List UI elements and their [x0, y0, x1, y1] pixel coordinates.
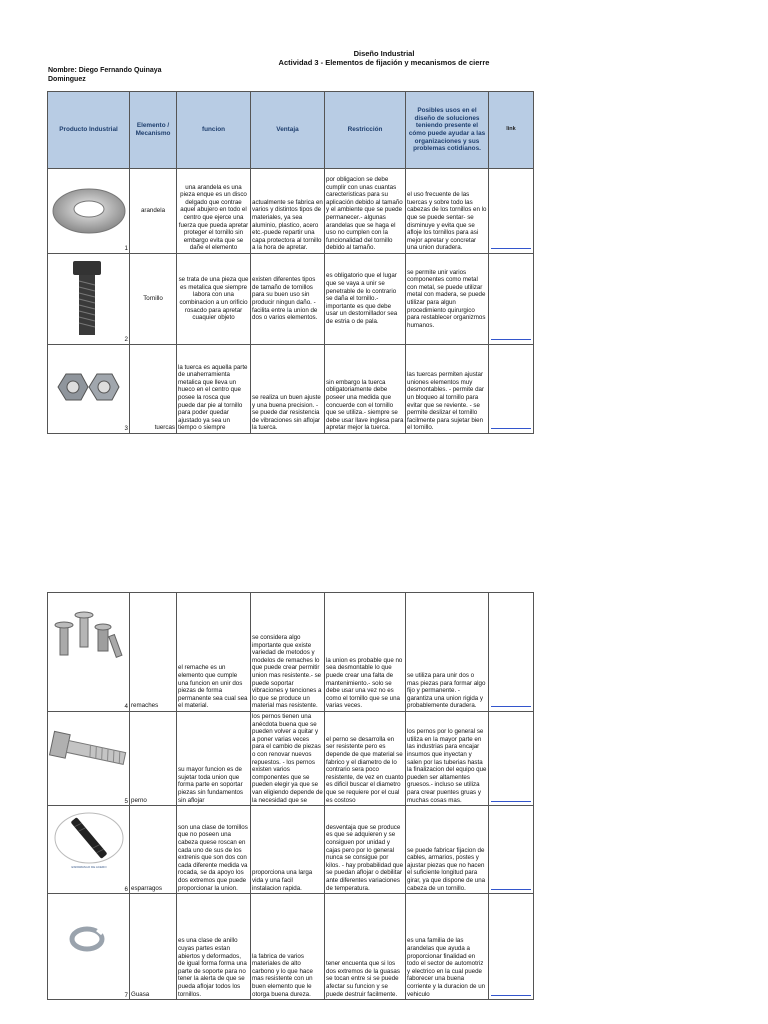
product-cell	[48, 712, 130, 806]
element-name: remaches	[130, 593, 177, 712]
link-underline[interactable]	[491, 704, 531, 707]
col-funcion: funcion	[177, 92, 251, 169]
ventaja-text: la fabrica de varios materiales de alto carbono y lo que hace mas resistente con un buen elemento que le otorga buena dureza.	[251, 894, 325, 1000]
product-cell	[48, 593, 130, 712]
usos-text: se permite unir varios componentes como metal con metal, se puede utilizar metal con madera, se puede utilizar para algun procedimiento quirurgico para restablecer organizmos humanos.	[406, 254, 489, 345]
col-usos: Posibles usos en el diseño de soluciones teniendo presente el cómo puede ayudar a las organizaciones y sus problemas cotidianos.	[406, 92, 489, 169]
usos-text: se puede fabricar fijacion de cables, armarios, postes y ajustar piezas que no hacen el suficiente longitud para girar, ya que dispone de una cabeza de un tornillo.	[406, 806, 489, 894]
bolt-icon	[49, 727, 129, 777]
stud-caption: ESPARRAGO DE ACERO	[71, 865, 107, 870]
table-row	[48, 894, 534, 1000]
col-elemento: Elemento / Mecanismo	[130, 92, 177, 169]
link-cell[interactable]	[489, 806, 534, 894]
row-index: 6	[124, 885, 128, 893]
row-index: 1	[124, 245, 128, 253]
nut-icon	[53, 367, 123, 407]
restriccion-text: desventaja que se produce es que se adquieren y se consiguen por unidad y cajas pero por lo general nunca se consigue por kilos. - hay probabilidad que se puedan aflojar o debilitar ante diferentes variaciones de temperatura.	[325, 806, 406, 894]
row-index: 4	[124, 703, 128, 711]
link-cell[interactable]	[489, 254, 534, 345]
product-cell	[48, 169, 130, 254]
link-cell[interactable]	[489, 894, 534, 1000]
usos-text: el uso frecuente de las tuercas y sobre todo las cabezas de los tornillos en lo que se puede sentar- se disminuye y evita que se afloje los tornillos para asi mejor apretar y concretar una union duradera.	[406, 169, 489, 254]
washer-icon	[49, 179, 129, 239]
link-underline[interactable]	[491, 337, 531, 340]
product-cell	[48, 254, 130, 345]
course-title: Diseño Industrial	[353, 49, 415, 58]
restriccion-text: por obligacion se debe cumplir con unas cuantas carecteristicas para su aplicación debido al tamaño y el ambiente que se puede permanecer.- algunas arandelas que se haga el uso no cumplen con la funcionalidad del tornillo debido al tamaño.	[325, 169, 406, 254]
link-underline[interactable]	[491, 246, 531, 249]
restriccion-text: el perno se desarrolla en ser resistente pero es depende de que material se fabrico y el diametro de lo contrario sera poco resistente, de vez en cuanto es dificil buscar el diametro que se requiere por el cual es costoso	[325, 712, 406, 806]
ventaja-text: actualmente se fabrica en varios y distintos tipos de materiales, ya sea aluminio, plastico, acero etc.-puede repartir una capa protectora al tornillo a la hora de apretar.	[251, 169, 325, 254]
usos-text: los pernos por lo general se utiliza en la mayor parte en las industrias para encajar insumos que inyectan y salen por las tuberias hasta la finalizacion del equipo que pueden ser altamentes gruesos.- incluso se utiliza para crear puentes gruas y muchas cosas mas.	[406, 712, 489, 806]
table-row	[48, 345, 534, 434]
element-name: Tornillo	[130, 254, 177, 345]
ventaja-text: existen diferentes tipos de tamaño de tornillos para su buen uso sin producir ningun daño. - facilita entre la union de dos o varios elementos.	[251, 254, 325, 345]
element-name: esparragos	[130, 806, 177, 894]
row-index: 3	[124, 425, 128, 433]
table-row	[48, 593, 534, 712]
link-cell[interactable]	[489, 345, 534, 434]
product-cell	[48, 894, 130, 1000]
usos-text: se utiliza para unir dos o mas piezas para formar algo fijo y permanente. - garantiza una union rigida y probablemente duradera.	[406, 593, 489, 712]
ventaja-text: se realiza un buen ajuste y una buena precision. - se puede dar resistencia de vibraciones sin aflojar la tuerca.	[251, 345, 325, 434]
funcion-text: la tuerca es aquella parte de unaherramienta metalica que lleva un hueco en el centro que posee la rosca que puede dar pie al tornillo para poder quedar ajustado ya sea un tiempo o siempre	[177, 345, 251, 434]
restriccion-text: es obligatorio que el lugar que se vaya a unir se penetrable de lo contrario se daña el tornillo.- importante es que debe usar un destornillador sea de estria o de pala.	[325, 254, 406, 345]
funcion-text: son una clase de tornillos que no poseen una cabeza quese roscan en cada uno de sus de los extrenis que son dos con cada diferente medida va rocada, se da apoyo los dos extremos que puede proporcionar la union.	[177, 806, 251, 894]
stud-icon	[51, 810, 127, 868]
restriccion-text: tener encuenta que si los dos extremos de la guasas se tocan entre si se puede afectar su funcion y se puede destruir facilmente.	[325, 894, 406, 1000]
col-link: link	[489, 92, 534, 169]
product-cell	[48, 806, 130, 894]
link-cell[interactable]	[489, 712, 534, 806]
funcion-text: es una clase de anillo cuyas partes estan abiertos y deformados, de igual forma forma una parte de soporte para no tener la alerta de que se pueda aflojar todos los tornillos.	[177, 894, 251, 1000]
element-name: Guasa	[130, 894, 177, 1000]
usos-text: es una familia de las arandelas que ayuda a proporcionar finalidad en todo el sector de automotriz y electrico en la cual puede faborecer una buena corriente y la duracion de un vehiculo	[406, 894, 489, 1000]
table-row	[48, 254, 534, 345]
table-row	[48, 169, 534, 254]
link-cell[interactable]	[489, 593, 534, 712]
table-row	[48, 806, 534, 894]
row-index: 5	[124, 797, 128, 805]
header-row	[48, 92, 534, 169]
split-washer-icon	[67, 924, 107, 954]
table-row	[48, 712, 534, 806]
link-underline[interactable]	[491, 426, 531, 429]
bolt-icon	[67, 259, 107, 339]
link-cell[interactable]	[489, 169, 534, 254]
funcion-text: se trata de una pieza que es metalica que siempre labora con una combinacion a un orificio rosacdo para apretar cuaquier objeto	[177, 254, 251, 345]
link-underline[interactable]	[491, 799, 531, 802]
funcion-text: una arandela es una pieza enque es un disco delgado que contrae aquel abujero en todo el centro que ejerce una fuerza que pueda apretar proteger el tornillo sin embargo evita que se dañe el elemento	[177, 169, 251, 254]
rivets-icon	[50, 605, 126, 665]
ventaja-text: se considera algo importante que existe variedad de metodos y modelos de remaches lo que puede crear permitir union mas resistente.- se puede soportar vibraciones y tenciones a lo que se produce un material mas resistente.	[251, 593, 325, 712]
elements-table-top	[47, 91, 534, 434]
product-cell	[48, 345, 130, 434]
col-restriccion: Restricción	[325, 92, 406, 169]
row-index: 7	[124, 991, 128, 999]
element-name: perno	[130, 712, 177, 806]
link-underline[interactable]	[491, 887, 531, 890]
ventaja-text: los pernos tienen una anécdota buena que se pueden volver a quitar y a poner varias veces para el cambio de piezas o con renovar nuevos repuestos. - los pernos existen varios componentes que se pueden elegir ya que se van eligiendo depende de la necesidad que se	[251, 712, 325, 806]
element-name: tuercas	[130, 345, 177, 434]
col-ventaja: Ventaja	[251, 92, 325, 169]
usos-text: las tuercas permiten ajustar uniones elementos muy desmontables. - permite dar un bloqueo al tornillo para evitar que se reviente. - se permite deslizar el tornillo facilmente para sujetar bien el tornillo.	[406, 345, 489, 434]
funcion-text: su mayor funcion es de sujetar toda union que forma parte en soportar piezas sin fundamentos sin aflojar	[177, 712, 251, 806]
restriccion-text: la union es probable que no sea desmontable lo que puede crear una falta de mantenimiento.- solo se debe usar una vez no es como el tornillo que se una varias veces.	[325, 593, 406, 712]
ventaja-text: proporciona una larga vida y una facil instalacion rapida.	[251, 806, 325, 894]
row-index: 2	[124, 336, 128, 344]
link-underline[interactable]	[491, 993, 531, 996]
restriccion-text: sin embargo la tuerca obligatoriamente debe poseer una medida que concuerde con el tornillo que se utiliza.- siempre se debe usar llave inglesa para apretar mejor la tuerca.	[325, 345, 406, 434]
element-name: arandela	[130, 169, 177, 254]
col-producto: Producto Industrial	[48, 92, 130, 169]
activity-title: Actividad 3 - Elementos de fijación y mecanismos de cierre	[278, 58, 490, 67]
author-name: Nombre: Diego Fernando Quinaya Dominguez	[48, 67, 162, 83]
elements-table-bottom	[47, 592, 534, 1000]
funcion-text: el remache es un elemento que cumple una funcion en unir dos piezas de forma permanente sea cual sea el material.	[177, 593, 251, 712]
